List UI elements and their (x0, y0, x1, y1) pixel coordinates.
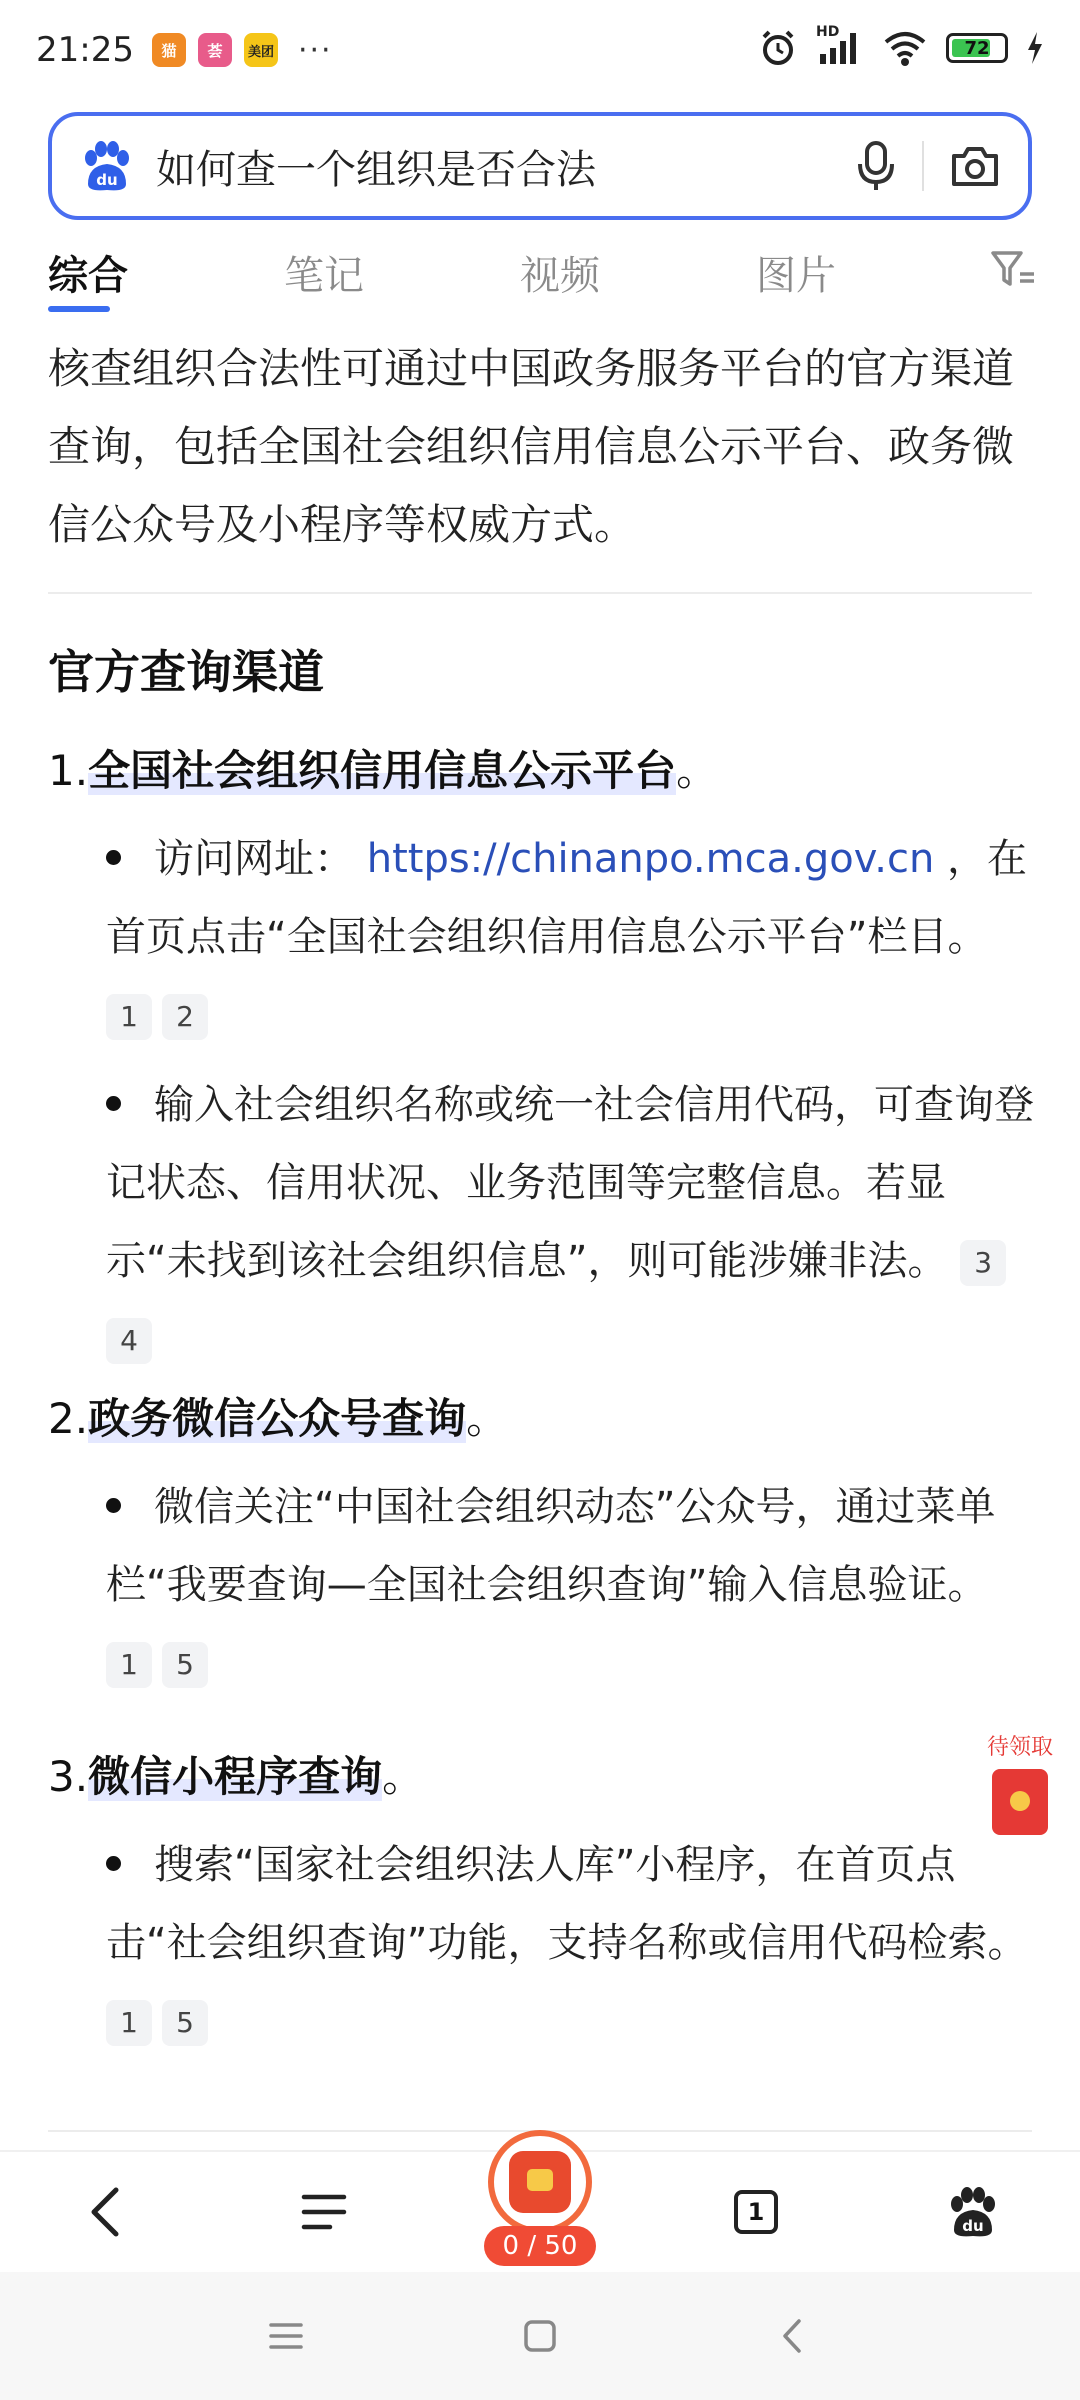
list-item (106, 820, 1036, 1054)
search-divider (922, 141, 924, 191)
bullet-icon (106, 850, 121, 865)
list-item (106, 1826, 1036, 2060)
citation-badge[interactable]: 1 (106, 1642, 152, 1688)
home-button[interactable] (512, 2308, 568, 2364)
status-right (758, 24, 1044, 68)
bullet-icon (106, 1498, 121, 1513)
back-button[interactable] (74, 2180, 138, 2244)
bullet-text: ，在首页点击“全国社会组织信用信息公示平台”栏目。 (106, 836, 1028, 960)
list-item-heading: 微信小程序查询 (88, 1752, 383, 1801)
menu-icon (300, 2192, 348, 2232)
battery-icon (946, 33, 1008, 63)
tab-images[interactable]: 图片 (756, 253, 836, 299)
microphone-icon[interactable] (856, 140, 896, 192)
svg-text:du: du (962, 2217, 984, 2235)
baidu-home-button[interactable] (940, 2180, 1004, 2244)
app-notification-icon: 荟 (198, 33, 232, 67)
result-tabs (0, 236, 1080, 316)
baidu-logo-icon[interactable] (80, 140, 132, 192)
bottom-toolbar (0, 2150, 1080, 2270)
baidu-paw-icon (946, 2186, 998, 2238)
list-item-number: 2. (48, 1394, 89, 1443)
citation-badge[interactable]: 5 (162, 2000, 208, 2046)
status-bar (0, 0, 1080, 100)
section-divider (48, 592, 1032, 594)
list-item-title (48, 738, 718, 798)
network-type-label: HD (816, 24, 840, 40)
svg-text:du: du (96, 171, 118, 189)
search-bar[interactable] (48, 112, 1032, 220)
gift-icon (509, 2151, 571, 2213)
red-envelope-icon (992, 1769, 1048, 1835)
status-time: 21:25 (36, 30, 134, 70)
app-notification-icon: 美团 (244, 33, 278, 67)
citation-badge[interactable]: 2 (162, 994, 208, 1040)
list-item-title (48, 1386, 508, 1446)
back-triangle-icon (777, 2316, 807, 2356)
home-icon (523, 2319, 557, 2353)
website-link[interactable]: https://chinanpo.mca.gov.cn (366, 836, 935, 882)
summary-text: 核查组织合法性可通过中国政务服务平台的官方渠道查询，包括全国社会组织信用信息公示平台、政务微信公众号及小程序等权威方式。 (48, 344, 1015, 549)
alarm-icon (758, 28, 798, 68)
list-item-heading: 政务微信公众号查询 (88, 1394, 467, 1443)
tab-count: 1 (734, 2190, 778, 2234)
more-notifications-icon: ··· (297, 32, 333, 68)
bullet-text: 输入社会组织名称或统一社会信用代码，可查询登记状态、信用状况、业务范围等完整信息。若显示“未找到该社会组织信息”，则可能涉嫌非法。 (106, 1082, 1034, 1284)
tabs-button[interactable] (724, 2180, 788, 2244)
citation-badge[interactable]: 5 (162, 1642, 208, 1688)
list-item-title (48, 1744, 424, 1804)
signal-icon (816, 24, 864, 68)
battery-percent: 72 (964, 37, 990, 59)
list-item (106, 1468, 1036, 1702)
app-notification-icon: 猫 (152, 33, 186, 67)
task-progress-counter: 0 / 50 (484, 2226, 596, 2266)
filter-icon[interactable] (990, 250, 1036, 288)
citation-badge[interactable]: 1 (106, 994, 152, 1040)
camera-icon[interactable] (950, 144, 1000, 188)
bullet-text: 微信关注“中国社会组织动态”公众号，通过菜单栏“我要查询—全国社会组织查询”输入信息验证。 (106, 1484, 996, 1608)
bullet-prefix: 访问网址： (154, 836, 354, 882)
wifi-icon (882, 28, 928, 68)
list-item-suffix: 。 (676, 746, 719, 795)
list-item-suffix: 。 (382, 1752, 425, 1801)
list-item (106, 1066, 1036, 1378)
section-title: 官方查询渠道 (48, 645, 324, 699)
bullet-icon (106, 1856, 121, 1871)
list-item-number: 1. (48, 746, 89, 795)
red-envelope-label: 待领取 (986, 1735, 1053, 1760)
citation-badge[interactable]: 4 (106, 1318, 152, 1364)
list-item-heading: 全国社会组织信用信息公示平台 (88, 746, 677, 795)
recent-apps-button[interactable] (258, 2308, 314, 2364)
tab-notes[interactable]: 笔记 (284, 253, 364, 299)
search-input[interactable]: 如何查一个组织是否合法 (156, 146, 596, 193)
tab-all[interactable]: 综合 (48, 253, 128, 299)
tab-videos[interactable]: 视频 (520, 253, 600, 299)
list-item-suffix: 。 (466, 1394, 509, 1443)
system-nav-bar (0, 2272, 1080, 2400)
citation-badge[interactable]: 1 (106, 2000, 152, 2046)
red-envelope-widget[interactable] (978, 1730, 1062, 1835)
bullet-icon (106, 1096, 121, 1111)
task-progress-button[interactable] (488, 2130, 592, 2234)
recent-apps-icon (268, 2321, 304, 2351)
menu-button[interactable] (292, 2180, 356, 2244)
charging-icon (1026, 32, 1044, 64)
list-item-number: 3. (48, 1752, 89, 1801)
system-back-button[interactable] (764, 2308, 820, 2364)
active-tab-indicator (48, 306, 110, 312)
chevron-left-icon (86, 2184, 126, 2240)
bullet-text: 搜索“国家社会组织法人库”小程序，在首页点击“社会组织查询”功能，支持名称或信用代码检索。 (106, 1842, 1028, 1966)
citation-badge[interactable]: 3 (960, 1240, 1006, 1286)
